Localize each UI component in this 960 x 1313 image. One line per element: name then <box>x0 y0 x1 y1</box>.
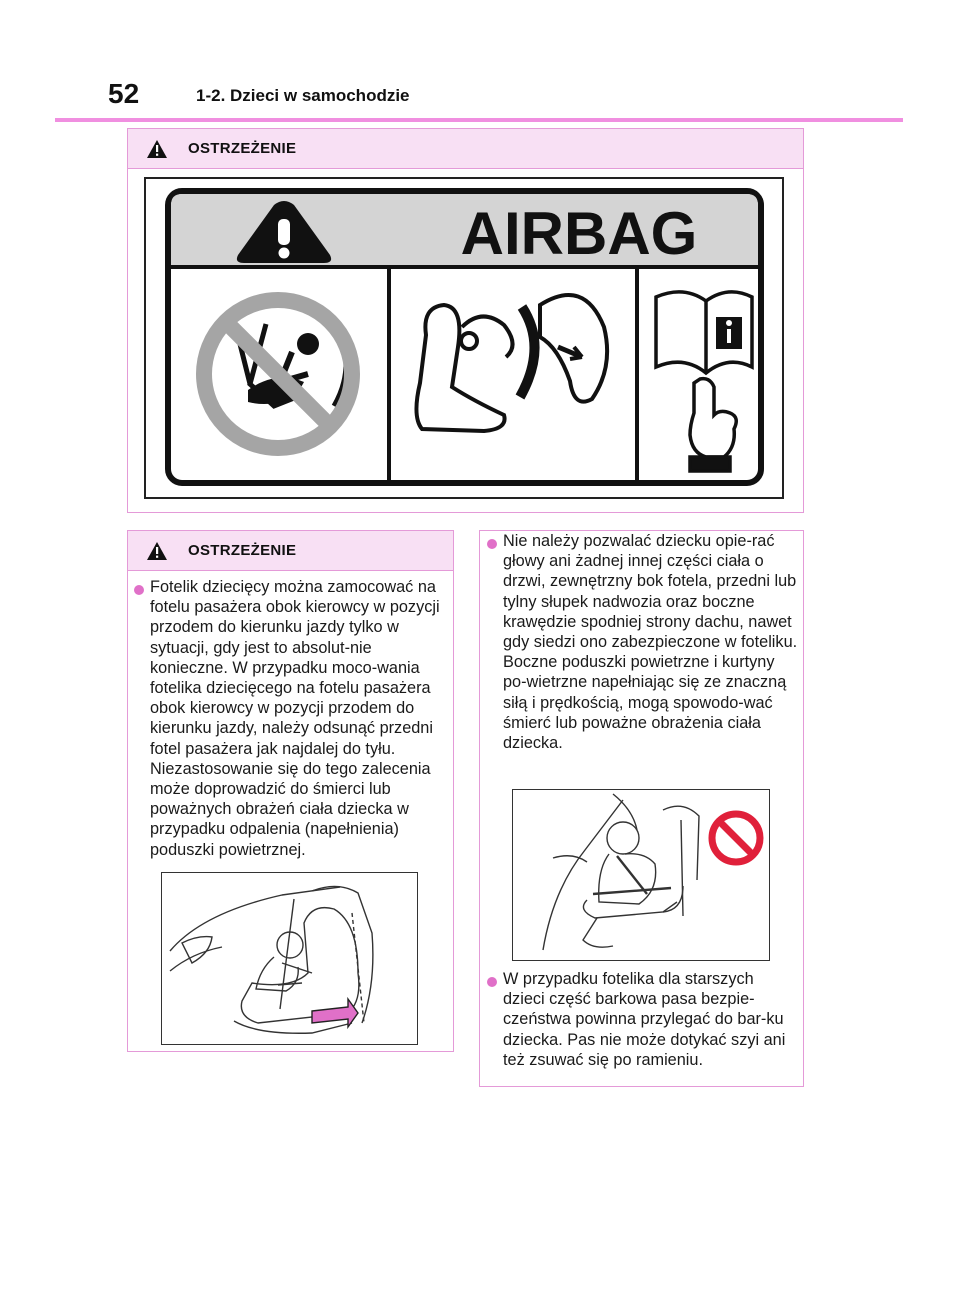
warning-paragraph-2: W przypadku fotelika dla starszych dzieci część barkowa pasa bezpie-czeństwa powinna przylegać do bar-ku dziecka. Pas nie może dotykać szyi ani też zsuwać się po ramieniu. <box>503 970 786 1069</box>
airbag-label-graphic <box>144 177 784 499</box>
warning-heading: OSTRZEŻENIE <box>188 542 297 559</box>
warning-box-right <box>479 530 804 1087</box>
warning-box-left <box>127 530 454 1052</box>
bullet-dot <box>134 585 144 595</box>
airbag-word: AIRBAG <box>460 200 698 267</box>
bullet-dot <box>487 539 497 549</box>
warning-header <box>128 129 803 169</box>
warning-paragraph-1: Nie należy pozwalać dziecku opie-rać głowy ani żadnej innej części ciała o drzwi, zewnętrzny bok fotela, przedni lub tylny słupek nadwozia oraz boczne krawędzie spodniej strony dachu, nawet gdy siedzi ono zabezpieczone w foteliku. Boczne poduszki powietrzne i kurtyny po-wietrzne napełniając się ze znaczną siłą i prędkością, mogą spowodo-wać śmierć lub poważne obrażenia ciała dziecka. <box>503 532 798 753</box>
warning-heading: OSTRZEŻENIE <box>188 140 297 157</box>
header-divider <box>55 118 903 122</box>
bullet-dot <box>487 977 497 987</box>
airbag-warning-label <box>144 177 784 499</box>
warning-header <box>128 531 453 571</box>
warning-paragraph: Fotelik dziecięcy można zamocować na fotelu pasażera obok kierowcy w pozycji przodem do kierunku jazdy tylko w sytuacji, gdy jest to absolut-nie konieczne. W przypadku moco-wania fotelika dziecięcego na fotelu pasażera obok kierowcy w pozycji przodem do kierunku jazdy, należy odsunąć przedni fotel pasażera jak najdalej do tyłu. Niezastosowanie się do tego zalecenia może doprowadzić do śmierci lub poważnych obrażeń ciała dziecka w przypadku odpalenia (napełnienia) poduszki powietrznej. <box>150 578 440 859</box>
warning-triangle-icon <box>146 541 168 561</box>
warning-triangle-icon <box>146 139 168 159</box>
page-number: 52 <box>108 78 140 109</box>
booster-seat-illustration <box>512 789 770 961</box>
warning-box-airbag <box>127 128 804 513</box>
section-title: 1-2. Dzieci w samochodzie <box>196 86 410 105</box>
forward-facing-seat-illustration <box>161 872 418 1045</box>
page-header <box>0 0 960 120</box>
